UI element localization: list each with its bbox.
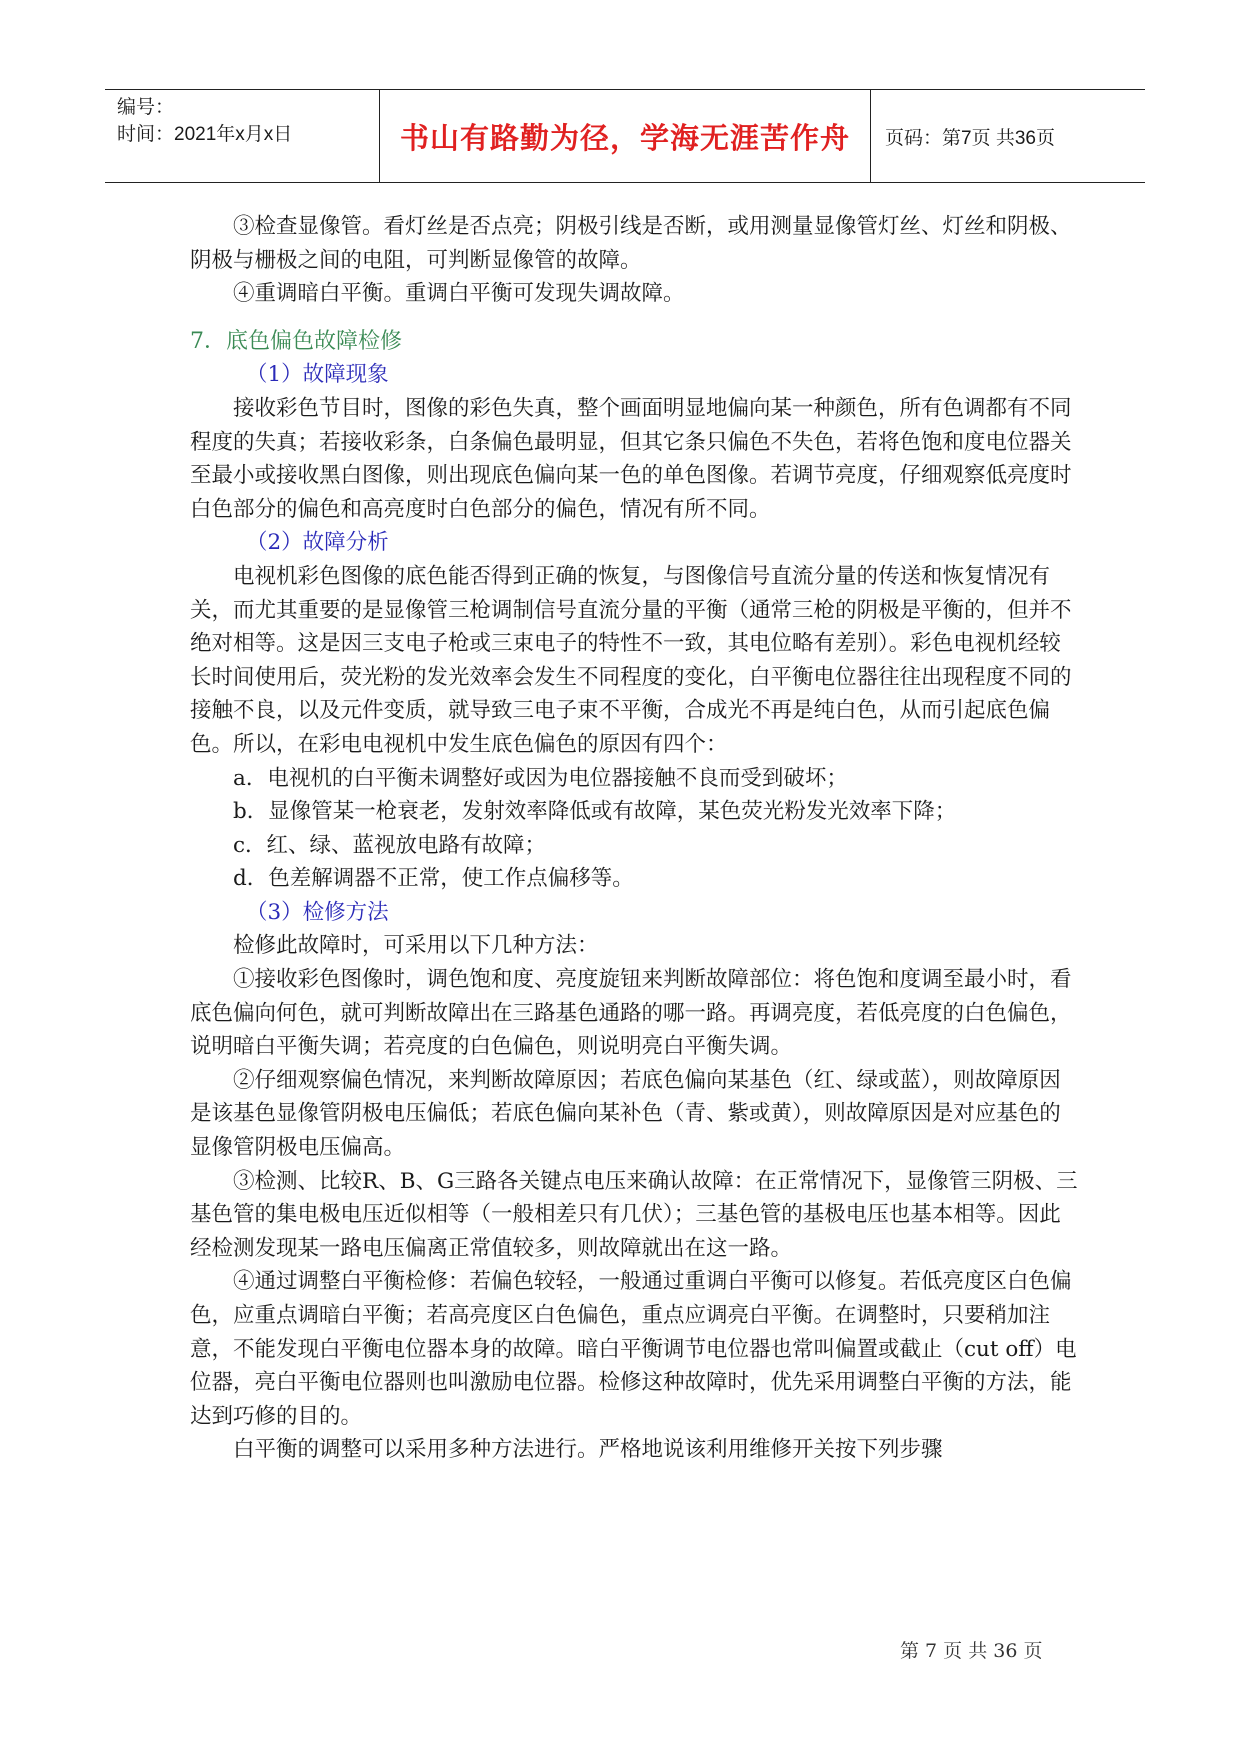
- cause-item-d: d．色差解调器不正常，使工作点偏移等。: [233, 866, 634, 892]
- paragraph-symptom: 接收彩色节目时，图像的彩色失真，整个画面明显地偏向某一种颜色，所有色调都有不同程度的失真；若接收彩条，白条偏色最明显，但其它条只偏色不失色，若将色饱和度电位器关至最小或接收黑白图像，则出现底色偏向某一色的单色图像。若调节亮度，仔细观察低亮度时白色部分的偏色和高亮度时白色部分的偏色，情况有所不同。: [190, 395, 1072, 522]
- paragraph-white-balance: 白平衡的调整可以采用多种方法进行。严格地说该利用维修开关按下列步骤: [233, 1437, 943, 1463]
- cause-item-b: b．显像管某一枪衰老，发射效率降低或有故障，某色荧光粉发光效率下降；: [233, 799, 957, 825]
- page-header: [105, 89, 1145, 183]
- doc-number-label: 编号：: [117, 97, 175, 118]
- subheading-analysis: （2）故障分析: [246, 530, 389, 556]
- page-footer: 第 7 页 共 36 页: [900, 1640, 1043, 1662]
- cause-item-c: c．红、绿、蓝视放电路有故障；: [233, 832, 547, 858]
- method-1: ①接收彩色图像时，调色饱和度、亮度旋钮来判断故障部位：将色饱和度调至最小时，看底色偏向何色，就可判断故障出在三路基色通路的哪一路。再调亮度，若低亮度的白色偏色，说明暗白平衡失调；若亮度的白色偏色，则说明亮白平衡失调。: [190, 967, 1072, 1060]
- paragraph-readjust: ④重调暗白平衡。重调白平衡可发现失调故障。: [233, 281, 685, 307]
- method-3: ③检测、比较R、B、G三路各关键点电压来确认故障：在正常情况下，显像管三阴极、三基色管的集电极电压近似相等（一般相差只有几伏）；三基色管的基极电压也基本相等。因此经检测发现某一路电压偏离正常值较多，则故障就出在这一路。: [190, 1168, 1078, 1261]
- paragraph-check-tube: ③检查显像管。看灯丝是否点亮；阴极引线是否断，或用测量显像管灯丝、灯丝和阴极、阴极与栅极之间的电阻，可判断显像管的故障。: [190, 214, 1072, 273]
- section-title: 7．底色偏色故障检修: [190, 328, 402, 354]
- header-meta: [105, 90, 380, 182]
- header-page-label: 页码：第7页 共36页: [885, 127, 1055, 149]
- method-4: ④通过调整白平衡检修：若偏色较轻，一般通过重调白平衡可以修复。若低亮度区白色偏色，应重点调暗白平衡；若高亮度区白色偏色，重点应调亮白平衡。在调整时，只要稍加注意，不能发现白平衡电位器本身的故障。暗白平衡调节电位器也常叫偏置或截止（cut off）电位器，亮白平衡电位器则也叫激励电位器。检修这种故障时，优先采用调整白平衡的方法，能达到巧修的目的。: [190, 1269, 1077, 1429]
- subheading-symptom: （1）故障现象: [246, 362, 389, 388]
- paragraph-repair-intro: 检修此故障时，可采用以下几种方法：: [233, 933, 599, 959]
- document-body: [190, 210, 1080, 1467]
- doc-time-label: 时间：2021年x月x日: [117, 124, 293, 145]
- subheading-repair: （3）检修方法: [246, 899, 389, 925]
- header-motto: 书山有路勤为径，学海无涯苦作舟: [380, 90, 871, 182]
- paragraph-analysis: 电视机彩色图像的底色能否得到正确的恢复，与图像信号直流分量的传送和恢复情况有关，而尤其重要的是显像管三枪调制信号直流分量的平衡（通常三枪的阴极是平衡的，但并不绝对相等。这是因三支电子枪或三束电子的特性不一致，其电位略有差别）。彩色电视机经较长时间使用后，荧光粉的发光效率会发生不同程度的变化，白平衡电位器往往出现程度不同的接触不良，以及元件变质，就导致三电子束不平衡，合成光不再是纯白色，从而引起底色偏色。所以，在彩电电视机中发生底色偏色的原因有四个：: [190, 563, 1072, 757]
- cause-item-a: a．电视机的白平衡未调整好或因为电位器接触不良而受到破坏；: [233, 765, 848, 791]
- method-2: ②仔细观察偏色情况，来判断故障原因；若底色偏向某基色（红、绿或蓝），则故障原因是该基色显像管阴极电压偏低；若底色偏向某补色（青、紫或黄），则故障原因是对应基色的显像管阴极电压偏高。: [190, 1067, 1061, 1161]
